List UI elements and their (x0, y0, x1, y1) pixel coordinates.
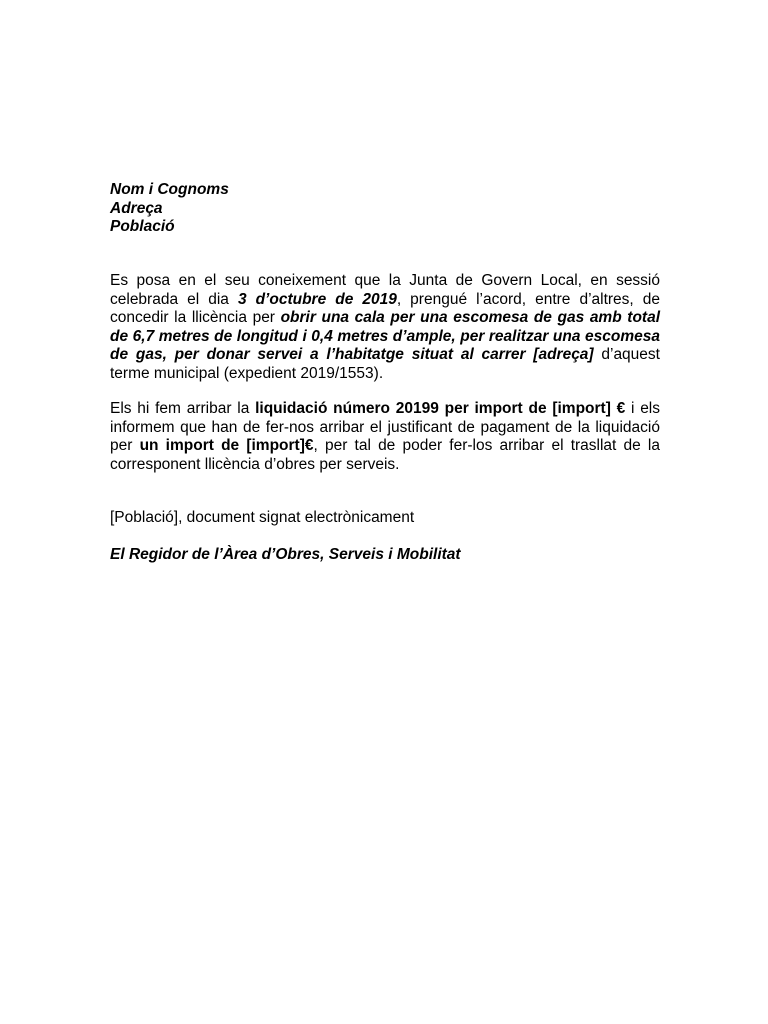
liquidation-reference: liquidació número 20199 per import de [import] € (255, 400, 626, 417)
license-object: obrir una cala per una escomesa de gas amb total de 6,7 metres de longitud i 0,4 metres d’ample, per realitzar una escomesa de gas, per donar servei a l’habitatge situat al carrer [adreça] (110, 309, 660, 363)
paragraph1-text-3: d’aquest terme municipal (expedient 2019/1553). (110, 346, 660, 382)
paragraph2-text-3: , per tal de poder fer-los arribar el trasllat de la corresponent llicència d’obres per serveis. (110, 437, 660, 473)
recipient-block (110, 181, 229, 237)
payment-paragraph (110, 400, 660, 474)
paragraph1-text-1: Es posa en el seu coneixement que la Junta de Govern Local, en sessió celebrada el dia (110, 272, 660, 308)
notification-paragraph (110, 272, 660, 383)
session-date: 3 d’octubre de 2019 (237, 290, 397, 308)
recipient-name: Nom i Cognoms (110, 181, 229, 198)
signer-title: El Regidor de l’Àrea d’Obres, Serveis i Mobilitat (110, 546, 461, 563)
place-signature-line: [Població], document signat electrònicament (110, 509, 415, 526)
recipient-town: Població (110, 218, 175, 235)
recipient-address: Adreça (110, 199, 163, 217)
paragraph1-text-2: , prengué l’acord, entre d’altres, de concedir la llicència per (110, 290, 661, 326)
payment-amount: un import de [import]€ (139, 437, 314, 454)
paragraph2-text-2: i els informem que han de fer-nos arribar el justificant de pagament de la liquidació per (110, 400, 661, 454)
paragraph2-text-1: Els hi fem arribar la (110, 400, 256, 417)
